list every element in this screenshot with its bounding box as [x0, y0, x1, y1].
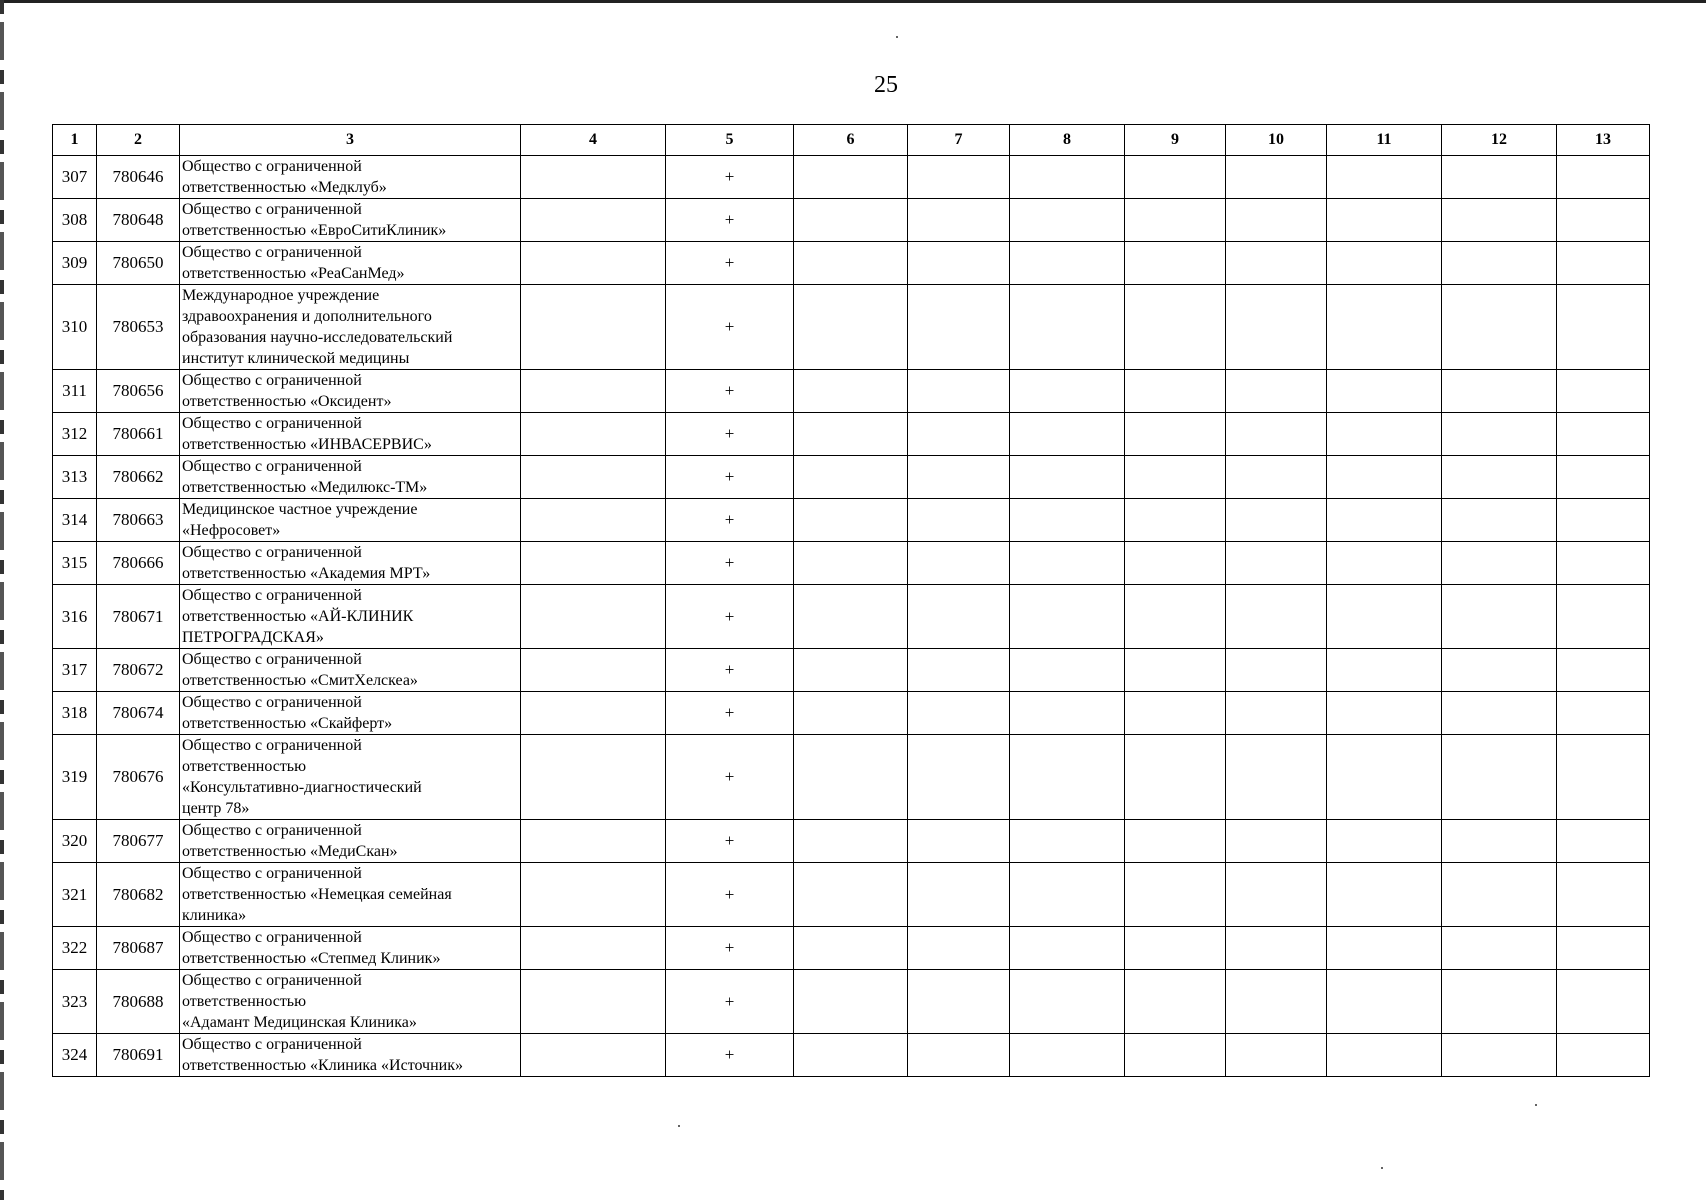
- column-12-cell: [1442, 456, 1557, 499]
- column-10-cell: [1226, 242, 1327, 285]
- organization-name-cell: Медицинское частное учреждение «Нефросовет»: [180, 499, 521, 542]
- column-10-cell: [1226, 820, 1327, 863]
- organization-name-cell: Общество с ограниченной ответственностью «Медилюкс-ТМ»: [180, 456, 521, 499]
- column-5-mark-cell: +: [666, 649, 794, 692]
- registry-code-cell: 780653: [97, 285, 180, 370]
- table-row: [53, 285, 1650, 370]
- column-10-cell: [1226, 499, 1327, 542]
- registry-code-cell: 780688: [97, 970, 180, 1034]
- column-9-cell: [1125, 863, 1226, 927]
- column-6-cell: [794, 156, 908, 199]
- column-9-cell: [1125, 370, 1226, 413]
- column-13-cell: [1557, 927, 1650, 970]
- column-8-cell: [1010, 970, 1125, 1034]
- column-6-cell: [794, 542, 908, 585]
- column-6-cell: [794, 199, 908, 242]
- row-number-cell: 307: [53, 156, 97, 199]
- column-6-cell: [794, 735, 908, 820]
- table-row: [53, 649, 1650, 692]
- column-12-cell: [1442, 863, 1557, 927]
- row-number-cell: 318: [53, 692, 97, 735]
- organization-name-cell: Общество с ограниченной ответственностью «ЕвроСитиКлиник»: [180, 199, 521, 242]
- column-8-cell: [1010, 285, 1125, 370]
- column-6-cell: [794, 927, 908, 970]
- column-5-mark-cell: +: [666, 820, 794, 863]
- table-row: [53, 692, 1650, 735]
- column-11-cell: [1327, 692, 1442, 735]
- column-8-cell: [1010, 692, 1125, 735]
- column-5-mark-cell: +: [666, 199, 794, 242]
- column-11-cell: [1327, 542, 1442, 585]
- column-10-cell: [1226, 649, 1327, 692]
- column-header: 5: [666, 125, 794, 156]
- table-body: [53, 156, 1650, 1077]
- column-7-cell: [908, 649, 1010, 692]
- column-5-mark-cell: +: [666, 542, 794, 585]
- column-header: 11: [1327, 125, 1442, 156]
- registry-code-cell: 780672: [97, 649, 180, 692]
- column-6-cell: [794, 285, 908, 370]
- registry-code-cell: 780671: [97, 585, 180, 649]
- column-11-cell: [1327, 199, 1442, 242]
- column-5-mark-cell: +: [666, 370, 794, 413]
- column-12-cell: [1442, 242, 1557, 285]
- column-10-cell: [1226, 199, 1327, 242]
- column-7-cell: [908, 863, 1010, 927]
- column-7-cell: [908, 692, 1010, 735]
- column-8-cell: [1010, 585, 1125, 649]
- column-6-cell: [794, 649, 908, 692]
- row-number-cell: 316: [53, 585, 97, 649]
- column-4-cell: [521, 499, 666, 542]
- column-10-cell: [1226, 970, 1327, 1034]
- column-13-cell: [1557, 499, 1650, 542]
- column-11-cell: [1327, 863, 1442, 927]
- page-number: 25: [874, 72, 898, 98]
- column-7-cell: [908, 735, 1010, 820]
- column-6-cell: [794, 242, 908, 285]
- organization-name-cell: Общество с ограниченной ответственностью «Адамант Медицинская Клиника»: [180, 970, 521, 1034]
- row-number-cell: 309: [53, 242, 97, 285]
- column-9-cell: [1125, 242, 1226, 285]
- column-4-cell: [521, 820, 666, 863]
- column-12-cell: [1442, 199, 1557, 242]
- row-number-cell: 314: [53, 499, 97, 542]
- column-9-cell: [1125, 970, 1226, 1034]
- column-10-cell: [1226, 735, 1327, 820]
- table-row: [53, 199, 1650, 242]
- column-11-cell: [1327, 156, 1442, 199]
- column-5-mark-cell: +: [666, 970, 794, 1034]
- column-12-cell: [1442, 970, 1557, 1034]
- row-number-cell: 315: [53, 542, 97, 585]
- column-10-cell: [1226, 542, 1327, 585]
- column-5-mark-cell: +: [666, 927, 794, 970]
- registry-code-cell: 780682: [97, 863, 180, 927]
- row-number-cell: 323: [53, 970, 97, 1034]
- column-10-cell: [1226, 370, 1327, 413]
- column-12-cell: [1442, 499, 1557, 542]
- column-9-cell: [1125, 456, 1226, 499]
- column-4-cell: [521, 927, 666, 970]
- column-6-cell: [794, 499, 908, 542]
- column-4-cell: [521, 542, 666, 585]
- column-5-mark-cell: +: [666, 285, 794, 370]
- row-number-cell: 313: [53, 456, 97, 499]
- column-11-cell: [1327, 285, 1442, 370]
- table-row: [53, 970, 1650, 1034]
- column-13-cell: [1557, 542, 1650, 585]
- column-13-cell: [1557, 156, 1650, 199]
- column-7-cell: [908, 927, 1010, 970]
- scan-speck: [896, 36, 898, 38]
- column-header: 3: [180, 125, 521, 156]
- column-13-cell: [1557, 585, 1650, 649]
- registry-code-cell: 780656: [97, 370, 180, 413]
- table-row: [53, 242, 1650, 285]
- column-9-cell: [1125, 285, 1226, 370]
- organization-name-cell: Общество с ограниченной ответственностью «АЙ-КЛИНИК ПЕТРОГРАДСКАЯ»: [180, 585, 521, 649]
- column-8-cell: [1010, 456, 1125, 499]
- column-header: 9: [1125, 125, 1226, 156]
- column-10-cell: [1226, 692, 1327, 735]
- column-4-cell: [521, 585, 666, 649]
- column-7-cell: [908, 413, 1010, 456]
- column-4-cell: [521, 692, 666, 735]
- organization-name-cell: Общество с ограниченной ответственностью «Медклуб»: [180, 156, 521, 199]
- column-12-cell: [1442, 585, 1557, 649]
- organization-name-cell: Международное учреждение здравоохранения и дополнительного образования научно-исследовательский институт клинической медицины: [180, 285, 521, 370]
- column-9-cell: [1125, 199, 1226, 242]
- column-9-cell: [1125, 820, 1226, 863]
- column-5-mark-cell: +: [666, 1034, 794, 1077]
- column-12-cell: [1442, 692, 1557, 735]
- organization-name-cell: Общество с ограниченной ответственностью «РеаСанМед»: [180, 242, 521, 285]
- scan-speck: [1381, 1167, 1383, 1169]
- column-6-cell: [794, 970, 908, 1034]
- column-header: 12: [1442, 125, 1557, 156]
- organization-name-cell: Общество с ограниченной ответственностью «Степмед Клиник»: [180, 927, 521, 970]
- column-4-cell: [521, 156, 666, 199]
- organization-name-cell: Общество с ограниченной ответственностью «Немецкая семейная клиника»: [180, 863, 521, 927]
- column-9-cell: [1125, 927, 1226, 970]
- column-9-cell: [1125, 156, 1226, 199]
- column-7-cell: [908, 499, 1010, 542]
- column-4-cell: [521, 735, 666, 820]
- column-4-cell: [521, 863, 666, 927]
- column-8-cell: [1010, 820, 1125, 863]
- column-13-cell: [1557, 735, 1650, 820]
- column-9-cell: [1125, 499, 1226, 542]
- column-7-cell: [908, 585, 1010, 649]
- registry-code-cell: 780677: [97, 820, 180, 863]
- column-5-mark-cell: +: [666, 735, 794, 820]
- column-10-cell: [1226, 1034, 1327, 1077]
- column-12-cell: [1442, 649, 1557, 692]
- column-4-cell: [521, 199, 666, 242]
- table-row: [53, 156, 1650, 199]
- column-11-cell: [1327, 242, 1442, 285]
- column-11-cell: [1327, 1034, 1442, 1077]
- column-7-cell: [908, 199, 1010, 242]
- column-8-cell: [1010, 735, 1125, 820]
- column-8-cell: [1010, 649, 1125, 692]
- registry-code-cell: 780687: [97, 927, 180, 970]
- table-row: [53, 585, 1650, 649]
- column-12-cell: [1442, 735, 1557, 820]
- row-number-cell: 324: [53, 1034, 97, 1077]
- column-5-mark-cell: +: [666, 413, 794, 456]
- table-row: [53, 542, 1650, 585]
- column-5-mark-cell: +: [666, 692, 794, 735]
- table-row: [53, 735, 1650, 820]
- column-4-cell: [521, 413, 666, 456]
- column-7-cell: [908, 370, 1010, 413]
- registry-code-cell: 780662: [97, 456, 180, 499]
- table-row: [53, 927, 1650, 970]
- column-12-cell: [1442, 1034, 1557, 1077]
- column-header: 8: [1010, 125, 1125, 156]
- column-7-cell: [908, 1034, 1010, 1077]
- column-6-cell: [794, 456, 908, 499]
- column-13-cell: [1557, 413, 1650, 456]
- column-9-cell: [1125, 649, 1226, 692]
- column-header: 4: [521, 125, 666, 156]
- column-7-cell: [908, 156, 1010, 199]
- organization-name-cell: Общество с ограниченной ответственностью «Консультативно-диагностический центр 78»: [180, 735, 521, 820]
- column-9-cell: [1125, 413, 1226, 456]
- column-6-cell: [794, 585, 908, 649]
- registry-code-cell: 780648: [97, 199, 180, 242]
- column-9-cell: [1125, 735, 1226, 820]
- scan-speck: [678, 1125, 680, 1127]
- registry-code-cell: 780650: [97, 242, 180, 285]
- registry-code-cell: 780666: [97, 542, 180, 585]
- row-number-cell: 319: [53, 735, 97, 820]
- column-5-mark-cell: +: [666, 456, 794, 499]
- column-13-cell: [1557, 649, 1650, 692]
- table-row: [53, 1034, 1650, 1077]
- column-8-cell: [1010, 156, 1125, 199]
- column-11-cell: [1327, 456, 1442, 499]
- column-12-cell: [1442, 413, 1557, 456]
- column-12-cell: [1442, 285, 1557, 370]
- column-11-cell: [1327, 585, 1442, 649]
- column-8-cell: [1010, 542, 1125, 585]
- column-13-cell: [1557, 863, 1650, 927]
- organization-name-cell: Общество с ограниченной ответственностью «ИНВАСЕРВИС»: [180, 413, 521, 456]
- column-8-cell: [1010, 927, 1125, 970]
- column-9-cell: [1125, 692, 1226, 735]
- column-6-cell: [794, 1034, 908, 1077]
- registry-table: [52, 124, 1650, 1077]
- row-number-cell: 317: [53, 649, 97, 692]
- column-10-cell: [1226, 863, 1327, 927]
- table-row: [53, 863, 1650, 927]
- column-9-cell: [1125, 585, 1226, 649]
- column-12-cell: [1442, 370, 1557, 413]
- column-12-cell: [1442, 156, 1557, 199]
- column-11-cell: [1327, 820, 1442, 863]
- column-5-mark-cell: +: [666, 585, 794, 649]
- column-10-cell: [1226, 456, 1327, 499]
- organization-name-cell: Общество с ограниченной ответственностью «СмитХелскеа»: [180, 649, 521, 692]
- organization-name-cell: Общество с ограниченной ответственностью «МедиСкан»: [180, 820, 521, 863]
- row-number-cell: 311: [53, 370, 97, 413]
- table-row: [53, 370, 1650, 413]
- column-11-cell: [1327, 649, 1442, 692]
- column-12-cell: [1442, 542, 1557, 585]
- column-4-cell: [521, 285, 666, 370]
- column-header: 13: [1557, 125, 1650, 156]
- registry-code-cell: 780674: [97, 692, 180, 735]
- column-header: 10: [1226, 125, 1327, 156]
- column-10-cell: [1226, 413, 1327, 456]
- column-7-cell: [908, 456, 1010, 499]
- column-8-cell: [1010, 863, 1125, 927]
- column-4-cell: [521, 970, 666, 1034]
- organization-name-cell: Общество с ограниченной ответственностью «Скайферт»: [180, 692, 521, 735]
- column-header: 1: [53, 125, 97, 156]
- column-6-cell: [794, 863, 908, 927]
- column-6-cell: [794, 413, 908, 456]
- scan-speck: [1535, 1104, 1537, 1106]
- row-number-cell: 321: [53, 863, 97, 927]
- column-11-cell: [1327, 499, 1442, 542]
- column-13-cell: [1557, 692, 1650, 735]
- column-13-cell: [1557, 456, 1650, 499]
- column-11-cell: [1327, 370, 1442, 413]
- registry-code-cell: 780661: [97, 413, 180, 456]
- column-4-cell: [521, 242, 666, 285]
- column-10-cell: [1226, 585, 1327, 649]
- column-7-cell: [908, 542, 1010, 585]
- column-4-cell: [521, 370, 666, 413]
- column-5-mark-cell: +: [666, 499, 794, 542]
- column-7-cell: [908, 242, 1010, 285]
- column-9-cell: [1125, 1034, 1226, 1077]
- scan-edge-left: [0, 0, 4, 1200]
- row-number-cell: 320: [53, 820, 97, 863]
- registry-code-cell: 780691: [97, 1034, 180, 1077]
- column-13-cell: [1557, 370, 1650, 413]
- column-13-cell: [1557, 199, 1650, 242]
- column-12-cell: [1442, 927, 1557, 970]
- column-7-cell: [908, 970, 1010, 1034]
- registry-code-cell: 780676: [97, 735, 180, 820]
- column-4-cell: [521, 1034, 666, 1077]
- column-6-cell: [794, 370, 908, 413]
- column-4-cell: [521, 456, 666, 499]
- column-11-cell: [1327, 970, 1442, 1034]
- column-11-cell: [1327, 413, 1442, 456]
- column-11-cell: [1327, 735, 1442, 820]
- column-13-cell: [1557, 970, 1650, 1034]
- column-9-cell: [1125, 542, 1226, 585]
- registry-code-cell: 780646: [97, 156, 180, 199]
- table-header-row: [53, 125, 1650, 156]
- column-8-cell: [1010, 1034, 1125, 1077]
- column-8-cell: [1010, 242, 1125, 285]
- column-12-cell: [1442, 820, 1557, 863]
- row-number-cell: 310: [53, 285, 97, 370]
- column-13-cell: [1557, 242, 1650, 285]
- column-13-cell: [1557, 820, 1650, 863]
- organization-name-cell: Общество с ограниченной ответственностью «Академия МРТ»: [180, 542, 521, 585]
- column-header: 6: [794, 125, 908, 156]
- column-8-cell: [1010, 499, 1125, 542]
- organization-name-cell: Общество с ограниченной ответственностью «Клиника «Источник»: [180, 1034, 521, 1077]
- column-8-cell: [1010, 413, 1125, 456]
- column-5-mark-cell: +: [666, 863, 794, 927]
- column-header: 7: [908, 125, 1010, 156]
- column-6-cell: [794, 820, 908, 863]
- row-number-cell: 312: [53, 413, 97, 456]
- table-row: [53, 413, 1650, 456]
- row-number-cell: 308: [53, 199, 97, 242]
- column-8-cell: [1010, 370, 1125, 413]
- column-10-cell: [1226, 156, 1327, 199]
- column-5-mark-cell: +: [666, 156, 794, 199]
- table-row: [53, 499, 1650, 542]
- column-8-cell: [1010, 199, 1125, 242]
- column-13-cell: [1557, 285, 1650, 370]
- column-6-cell: [794, 692, 908, 735]
- scan-edge-top: [0, 0, 1706, 3]
- registry-code-cell: 780663: [97, 499, 180, 542]
- column-13-cell: [1557, 1034, 1650, 1077]
- column-header: 2: [97, 125, 180, 156]
- column-7-cell: [908, 285, 1010, 370]
- column-11-cell: [1327, 927, 1442, 970]
- column-5-mark-cell: +: [666, 242, 794, 285]
- column-10-cell: [1226, 927, 1327, 970]
- table-row: [53, 820, 1650, 863]
- table-row: [53, 456, 1650, 499]
- column-4-cell: [521, 649, 666, 692]
- column-10-cell: [1226, 285, 1327, 370]
- row-number-cell: 322: [53, 927, 97, 970]
- column-7-cell: [908, 820, 1010, 863]
- organization-name-cell: Общество с ограниченной ответственностью «Оксидент»: [180, 370, 521, 413]
